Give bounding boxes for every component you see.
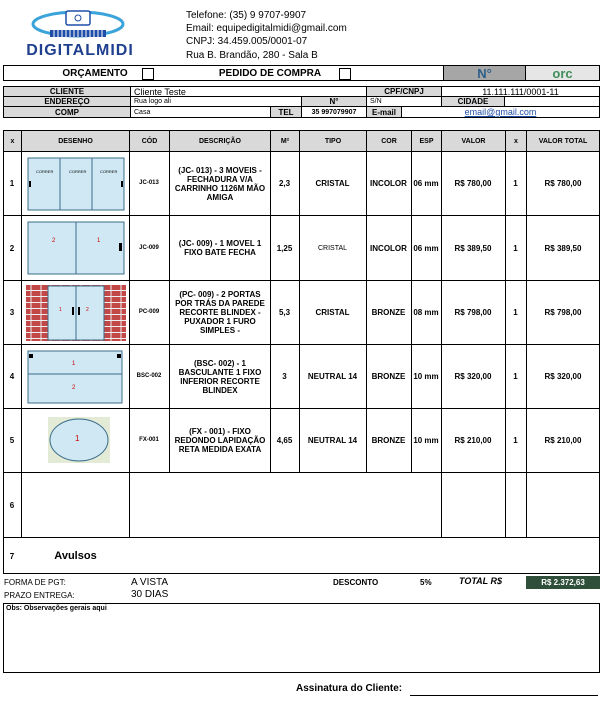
cidade-label: CIDADE	[441, 96, 505, 107]
drawing-1	[27, 157, 125, 211]
table-row-4-valor: R$ 320,00	[454, 372, 492, 381]
signature-line[interactable]	[410, 695, 598, 696]
prazo-value: 30 DIAS	[131, 589, 169, 600]
table-row-4-esp: 10 mm	[413, 372, 439, 381]
pedido-label: PEDIDO DE COMPRA	[218, 67, 322, 79]
comp-value: Casa	[130, 106, 271, 118]
th-valor-total: VALOR TOTAL	[526, 130, 600, 152]
th-qtd: x	[505, 130, 527, 152]
table-row-4-cod: BSC-002	[136, 373, 162, 379]
num-label: N°	[301, 96, 367, 107]
table-row-5-cor: BRONZE	[371, 436, 406, 445]
drawing-2	[27, 221, 125, 275]
desconto-label: DESCONTO	[333, 578, 379, 587]
cliente-label: CLIENTE	[3, 86, 131, 97]
th-tipo: TIPO	[299, 130, 367, 152]
table-row-3-tipo: CRISTAL	[315, 308, 350, 317]
table-row-1-cor: INCOLOR	[370, 179, 407, 188]
avulsos-label: Avulsos	[54, 550, 97, 562]
table-row-3-esp: 08 mm	[413, 308, 439, 317]
tel-value: 35 997079907	[301, 106, 367, 118]
th-x: x	[3, 130, 22, 152]
logo-text: DIGITALMIDI	[26, 42, 134, 59]
prazo-label: PRAZO ENTREGA:	[4, 591, 75, 600]
endereco-value: Rua logo ali	[130, 96, 302, 107]
cpf-label: CPF/CNPJ	[366, 86, 442, 97]
table-row-2-tipo: CRISTAL	[317, 244, 348, 252]
table-row-2-qtd: 1	[513, 243, 518, 253]
table-row-5-qtd: 1	[513, 436, 518, 445]
desconto-value: 5%	[420, 578, 432, 587]
table-row-1-cod: JC-013	[139, 180, 159, 186]
table-row-5-m2: 4,65	[276, 436, 293, 445]
table-row-5-tipo: NEUTRAL 14	[307, 436, 358, 445]
obs-text: Obs: Observações gerais aqui	[6, 605, 107, 612]
endereco-label: ENDEREÇO	[3, 96, 131, 107]
assinatura-label: Assinatura do Cliente:	[296, 683, 403, 694]
table-row-3-cod: PC-009	[138, 309, 160, 315]
tel-label: TEL	[270, 106, 302, 118]
pgt-label: FORMA DE PGT:	[4, 578, 66, 587]
company-cnpj: CNPJ: 34.459.005/0001-07	[186, 36, 308, 47]
table-row-5-desc: (FX - 001) - FIXO REDONDO LAPIDAÇÃO RETA MEDIDA EXATA	[174, 427, 266, 454]
cpf-value: 11.111.111/0001-11	[441, 86, 600, 97]
table-row-1-m2: 2,3	[278, 179, 291, 188]
orcamento-label: ORÇAMENTO	[62, 67, 128, 79]
th-descricao: DESCRIÇÃO	[169, 130, 271, 152]
table-row-1-esp: 06 mm	[413, 179, 439, 188]
table-row-6-num: 6	[9, 500, 15, 510]
table-row-4-desc: (BSC- 002) - 1 BASCULANTE 1 FIXO INFERIOR RECORTE BLINDEX	[178, 358, 262, 395]
drawing-2-label-b: 1	[97, 238, 101, 244]
total-value: R$ 2.372,63	[526, 576, 600, 589]
email-link[interactable]: email@gmail.com	[401, 106, 600, 118]
table-row-2-desc: (JC- 009) - 1 MOVEL 1 FIXO BATE FECHA	[178, 239, 262, 257]
table-row-4-tipo: NEUTRAL 14	[307, 372, 358, 381]
table-row-1-num: 1	[9, 179, 15, 188]
th-esp: ESP	[411, 130, 442, 152]
company-address: Rua B. Brandão, 280 - Sala B	[186, 50, 318, 61]
number-value: orc	[525, 66, 599, 80]
drawing-5-label: 1	[75, 434, 80, 443]
cliente-value: Cliente Teste	[130, 86, 367, 97]
drawing-4-label-a: 1	[72, 361, 76, 367]
table-row-1-desc: (JC- 013) - 3 MOVEIS - FECHADURA V/A CARRINHO 1126M MÃO AMIGA	[174, 165, 266, 202]
table-row-1-total: R$ 780,00	[544, 179, 582, 188]
comp-label: COMP	[3, 106, 131, 118]
table-row-1-tipo: CRISTAL	[315, 179, 350, 188]
total-label: TOTAL R$	[459, 576, 503, 586]
table-row-3-m2: 5,3	[278, 308, 291, 317]
number-label: N°	[443, 66, 525, 80]
th-desenho: DESENHO	[21, 130, 130, 152]
th-cor: COR	[366, 130, 412, 152]
table-row-2-m2: 1,25	[276, 243, 293, 253]
table-row-5-valor: R$ 210,00	[454, 436, 492, 445]
email-label: E-mail	[366, 106, 402, 118]
drawing-2-label-a: 2	[52, 238, 56, 244]
drawing-3-label-b: 2	[86, 307, 89, 313]
table-row-5-num: 5	[9, 436, 15, 445]
table-row-1-valor: R$ 780,00	[454, 179, 492, 188]
table-row-4-qtd: 1	[513, 372, 518, 381]
drawing-3-label-a: 1	[59, 307, 62, 313]
drawing-1-label-b: CORRER	[69, 169, 87, 174]
table-row-2-cod: JC-009	[139, 244, 159, 251]
table-row-4-m2: 3	[282, 372, 287, 381]
pgt-value: A VISTA	[131, 577, 169, 588]
table-row-3-cor: BRONZE	[371, 308, 406, 317]
drawing-1-label-a: CORRER	[36, 169, 54, 174]
company-email: Email: equipedigitalmidi@gmail.com	[186, 23, 347, 34]
table-row-4-num: 4	[9, 372, 15, 381]
table-row-4-total: R$ 320,00	[544, 372, 582, 381]
th-cod: CÓD	[129, 130, 170, 152]
num-value: S/N	[366, 96, 442, 107]
table-row-3-total: R$ 798,00	[544, 308, 582, 317]
drawing-1-label-c: CORRER	[100, 169, 118, 174]
table-row-3-valor: R$ 798,00	[454, 308, 492, 317]
pedido-checkbox[interactable]	[339, 67, 351, 85]
table-row-2-esp: 06 mm	[413, 243, 439, 253]
table-row-5-esp: 10 mm	[413, 436, 439, 445]
table-row-4-cor: BRONZE	[371, 372, 406, 381]
th-valor: VALOR	[441, 130, 506, 152]
orcamento-checkbox[interactable]	[142, 67, 154, 85]
obs-box	[3, 603, 600, 673]
drawing-3	[26, 285, 126, 341]
table-row-3-desc: (PC- 009) - 2 PORTAS POR TRÁS DA PAREDE RECORTE BLINDEX - PUXADOR 1 FURO SIMPLES -	[175, 290, 265, 335]
table-row-5-cod: FX-001	[139, 437, 159, 443]
drawing-4-label-b: 2	[72, 385, 76, 391]
table-row-2-valor: R$ 389,50	[454, 243, 492, 253]
company-phone: Telefone: (35) 9 9707-9907	[186, 10, 307, 21]
drawing-4	[27, 350, 123, 404]
table-row-1-qtd: 1	[513, 179, 518, 188]
table-row-3-qtd: 1	[513, 308, 518, 317]
table-row-2-total: R$ 389,50	[544, 243, 582, 253]
table-row-2-num: 2	[9, 243, 15, 253]
avulsos-num: 7	[9, 551, 15, 561]
th-m2: M²	[270, 130, 300, 152]
table-row-3-num: 3	[9, 308, 15, 317]
table-row-2-cor: INCOLOR	[370, 243, 407, 253]
table-row-5-total: R$ 210,00	[544, 436, 582, 445]
